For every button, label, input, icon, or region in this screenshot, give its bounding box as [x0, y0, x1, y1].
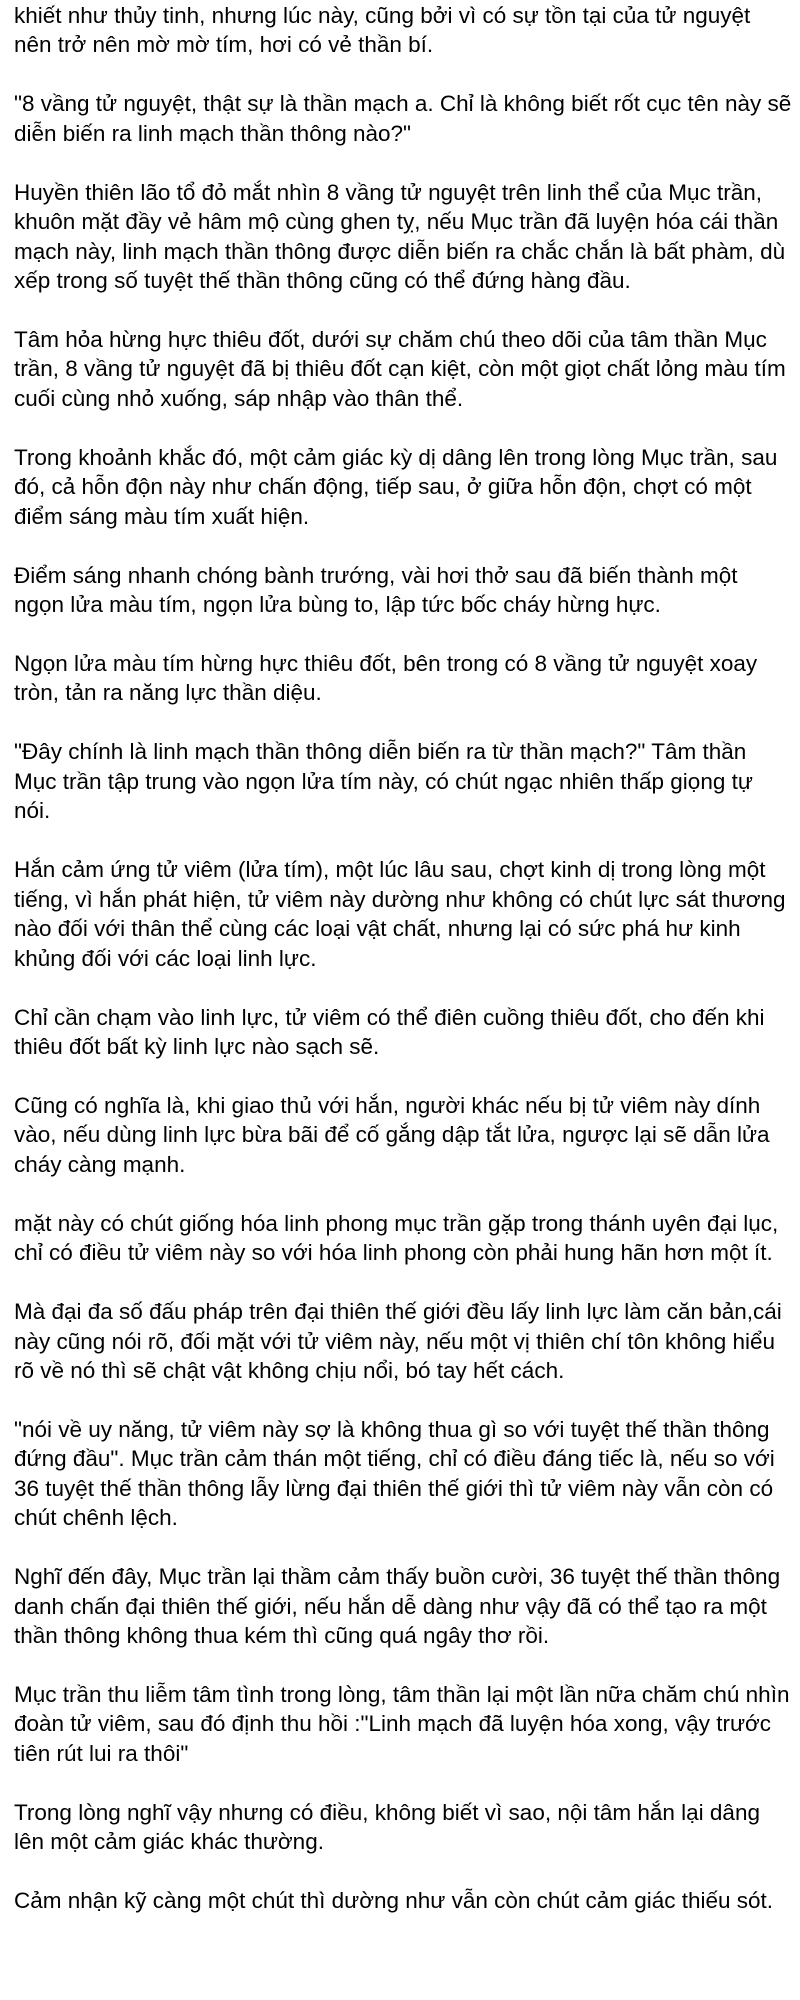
paragraph: khiết như thủy tinh, nhưng lúc này, cũng bởi vì có sự tồn tại của tử nguyệt nên trở nên mờ mờ tím, hơi có vẻ thần bí. — [14, 3, 751, 58]
paragraph: Hắn cảm ứng tử viêm (lửa tím), một lúc lâu sau, chợt kinh dị trong lòng một tiếng, vì hắn phát hiện, tử viêm này dường như không có chút lực sát thương nào đối với thân thể cùng các loại vật chất, nhưng lại có sức phá hư kinh khủng đối với các loại linh lực. — [14, 857, 786, 971]
paragraph: "Đây chính là linh mạch thần thông diễn biến ra từ thần mạch?" Tâm thần Mục trần tập trung vào ngọn lửa tím này, có chút ngạc nhiên thấp giọng tự nói. — [14, 739, 753, 824]
paragraph: Trong lòng nghĩ vậy nhưng có điều, không biết vì sao, nội tâm hắn lại dâng lên một cảm giác khác thường. — [14, 1799, 760, 1855]
paragraph: Tâm hỏa hừng hực thiêu đốt, dưới sự chăm chú theo dõi của tâm thần Mục trần, 8 vầng tử nguyệt đã bị thiêu đốt cạn kiệt, còn một giọt chất lỏng màu tím cuối cùng nhỏ xuống, sáp nhập vào thân thể. — [14, 327, 786, 411]
paragraph: Mục trần thu liễm tâm tình trong lòng, tâm thần lại một lần nữa chăm chú nhìn đoàn tử viêm, sau đó định thu hồi :"Linh mạch đã luyện hóa xong, vậy trước tiên rút lui ra thôi" — [14, 1681, 790, 1766]
paragraph: mặt này có chút giống hóa linh phong mục trần gặp trong thánh uyên đại lục, chỉ có điều tử viêm này so với hóa linh phong còn phải hung hãn hơn một ít. — [14, 1210, 779, 1266]
paragraph: Trong khoảnh khắc đó, một cảm giác kỳ dị dâng lên trong lòng Mục trần, sau đó, cả hỗn độn này như chấn động, tiếp sau, ở giữa hỗn độn, chợt có một điểm sáng màu tím xuất hiện. — [14, 444, 778, 529]
paragraph: Mà đại đa số đấu pháp trên đại thiên thế giới đều lấy linh lực làm căn bản,cái này cũng nói rõ, đối mặt với tử viêm này, nếu một vị thiên chí tôn không hiểu rõ về nó thì sẽ chật vật không chịu nổi, bó tay hết cách. — [14, 1299, 782, 1383]
paragraph: Huyền thiên lão tổ đỏ mắt nhìn 8 vầng tử nguyệt trên linh thể của Mục trần, khuôn mặt đầy vẻ hâm mộ cùng ghen tỵ, nếu Mục trần đã luyện hóa cái thần mạch này, linh mạch thần thông được diễn biến ra chắc chắn là bất phàm, dù xếp trong số tuyệt thế thần thông cũng có thể đứng hàng đầu. — [14, 179, 786, 294]
paragraph: "nói về uy năng, tử viêm này sợ là không thua gì so với tuyệt thế thần thông đứng đầu". Mục trần cảm thán một tiếng, chỉ có điều đáng tiếc là, nếu so với 36 tuyệt thế thần thông lẫy lừng đại thiên thế giới thì tử viêm này vẫn còn có chút chênh lệch. — [14, 1416, 775, 1531]
paragraph: Ngọn lửa màu tím hừng hực thiêu đốt, bên trong có 8 vầng tử nguyệt xoay tròn, tản ra năng lực thần diệu. — [14, 651, 758, 706]
paragraph: Cũng có nghĩa là, khi giao thủ với hắn, người khác nếu bị tử viêm này dính vào, nếu dùng linh lực bừa bãi để cố gắng dập tắt lửa, ngược lại sẽ dẫn lửa cháy càng mạnh. — [14, 1092, 770, 1177]
paragraph: Nghĩ đến đây, Mục trần lại thầm cảm thấy buồn cười, 36 tuyệt thế thần thông danh chấn đại thiên thế giới, nếu hắn dễ dàng như vậy đã có thể tạo ra một thần thông không thua kém thì cũng quá ngây thơ rồi. — [14, 1564, 781, 1648]
paragraph: Điểm sáng nhanh chóng bành trướng, vài hơi thở sau đã biến thành một ngọn lửa màu tím, ngọn lửa bùng to, lập tức bốc cháy hừng hực. — [14, 562, 738, 618]
paragraph: "8 vầng tử nguyệt, thật sự là thần mạch a. Chỉ là không biết rốt cục tên này sẽ diễn biến ra linh mạch thần thông nào?" — [14, 91, 792, 146]
paragraph: Cảm nhận kỹ càng một chút thì dường như vẫn còn chút cảm giác thiếu sót. — [14, 1888, 774, 1914]
paragraph: Chỉ cần chạm vào linh lực, tử viêm có thể điên cuồng thiêu đốt, cho đến khi thiêu đốt bất kỳ linh lực nào sạch sẽ. — [14, 1004, 765, 1059]
